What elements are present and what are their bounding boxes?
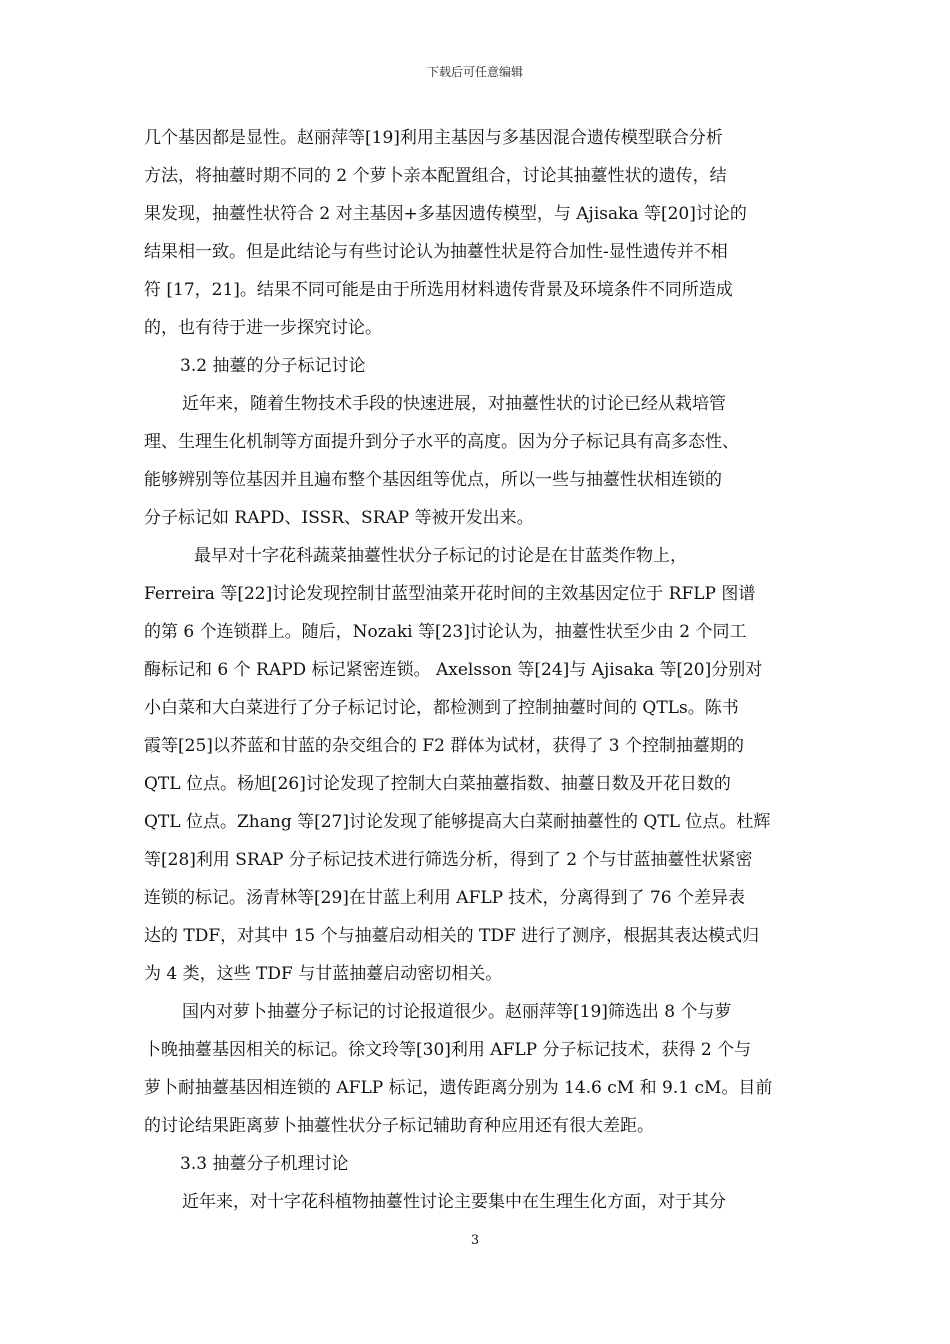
- body-line: 的第 6 个连锁群上。随后，Nozaki 等[23]讨论认为，抽薹性状至少由 2 个同工: [144, 622, 747, 642]
- paragraph-first-line: 国内对萝卜抽薹分子标记的讨论报道很少。赵丽萍等[19]筛选出 8 个与萝: [182, 1002, 732, 1022]
- paragraph-first-line: 最早对十字花科蔬菜抽薹性状分子标记的讨论是在甘蓝类作物上，: [194, 546, 687, 566]
- page-number: 3: [470, 1233, 480, 1248]
- body-line: 等[28]利用 SRAP 分子标记技术进行筛选分析，得到了 2 个与甘蓝抽薹性状紧密: [144, 850, 753, 870]
- body-line: 连锁的标记。汤青林等[29]在甘蓝上利用 AFLP 技术，分离得到了 76 个差异表: [144, 888, 745, 908]
- body-line: 方法，将抽薹时期不同的 2 个萝卜亲本配置组合，讨论其抽薹性状的遗传，结: [144, 166, 727, 186]
- body-line: 为 4 类，这些 TDF 与甘蓝抽薹启动密切相关。: [144, 964, 503, 984]
- body-line: 萝卜耐抽薹基因相连锁的 AFLP 标记，遗传距离分别为 14.6 cM 和 9.1 cM。目前: [144, 1078, 773, 1098]
- body-line: QTL 位点。杨旭[26]讨论发现了控制大白菜抽薹指数、抽薹日数及开花日数的: [144, 774, 731, 794]
- paragraph-first-line: 近年来，对十字花科植物抽薹性讨论主要集中在生理生化方面，对于其分: [182, 1192, 726, 1212]
- body-line: 几个基因都是显性。赵丽萍等[19]利用主基因与多基因混合遗传模型联合分析: [144, 128, 723, 148]
- body-line: 达的 TDF，对其中 15 个与抽薹启动相关的 TDF 进行了测序，根据其表达模式归: [144, 926, 760, 946]
- paragraph-first-line: 近年来，随着生物技术手段的快速进展，对抽薹性状的讨论已经从栽培管: [182, 394, 726, 414]
- body-line: 理、生理生化机制等方面提升到分子水平的高度。因为分子标记具有高多态性、: [144, 432, 739, 452]
- body-line: 结果相一致。但是此结论与有些讨论认为抽薹性状是符合加性-显性遗传并不相: [144, 242, 728, 262]
- body-line: QTL 位点。Zhang 等[27]讨论发现了能够提高大白菜耐抽薹性的 QTL 位点。杜辉: [144, 812, 771, 832]
- body-line: 能够辨别等位基因并且遍布整个基因组等优点，所以一些与抽薹性状相连锁的: [144, 470, 722, 490]
- body-line: 小白菜和大白菜进行了分子标记讨论，都检测到了控制抽薹时间的 QTLs。陈书: [144, 698, 739, 718]
- section-heading-3-3: 3.3 抽薹分子机理讨论: [180, 1154, 349, 1174]
- body-line: 的，也有待于进一步探究讨论。: [144, 318, 382, 338]
- body-line: 卜晚抽薹基因相关的标记。徐文玲等[30]利用 AFLP 分子标记技术，获得 2 个与: [144, 1040, 752, 1060]
- document-body: [144, 119, 810, 1221]
- body-line: 分子标记如 RAPD、ISSR、SRAP 等被开发出来。: [144, 508, 534, 528]
- page-header: 下载后可任意编辑: [426, 65, 523, 79]
- body-line: Ferreira 等[22]讨论发现控制甘蓝型油菜开花时间的主效基因定位于 RFLP 图谱: [144, 584, 756, 604]
- body-line: 的讨论结果距离萝卜抽薹性状分子标记辅助育种应用还有很大差距。: [144, 1116, 654, 1136]
- section-heading-3-2: 3.2 抽薹的分子标记讨论: [180, 356, 366, 376]
- body-line: 酶标记和 6 个 RAPD 标记紧密连锁。 Axelsson 等[24]与 Ajisaka 等[20]分别对: [144, 660, 763, 680]
- body-line: 霞等[25]以芥蓝和甘蓝的杂交组合的 F2 群体为试材，获得了 3 个控制抽薹期的: [144, 736, 744, 756]
- body-line: 果发现，抽薹性状符合 2 对主基因+多基因遗传模型，与 Ajisaka 等[20]讨论的: [144, 204, 747, 224]
- body-line: 符 [17，21]。结果不同可能是由于所选用材料遗传背景及环境条件不同所造成: [144, 280, 733, 300]
